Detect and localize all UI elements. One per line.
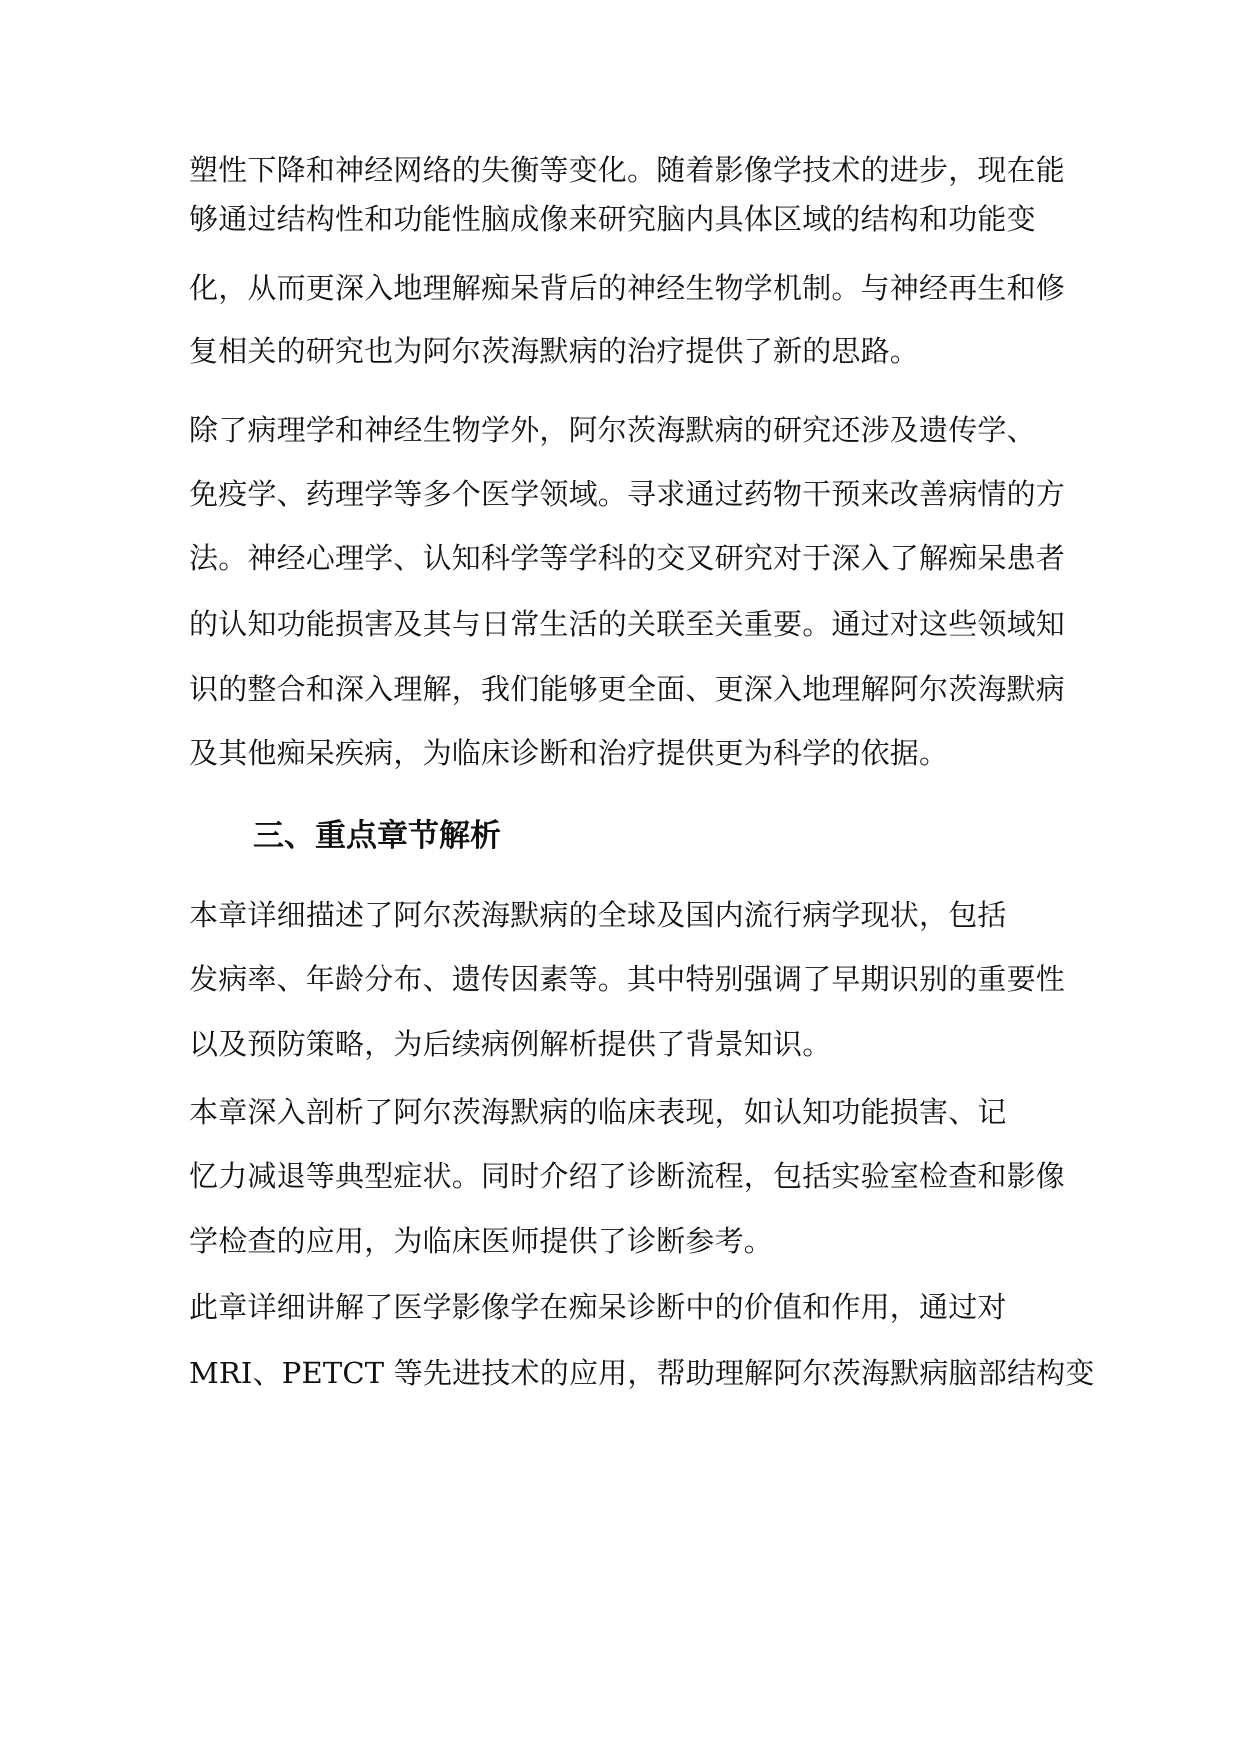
paragraph-line: 发病率、年龄分布、遗传因素等。其中特别强调了早期识别的重要性 <box>189 962 1066 996</box>
paragraph-line: 本章详细描述了阿尔茨海默病的全球及国内流行病学现状，包括 <box>189 898 1007 932</box>
paragraph-line: 塑性下降和神经网络的失衡等变化。随着影像学技术的进步，现在能 <box>189 153 1066 187</box>
paragraph-line: 学检查的应用，为临床医师提供了诊断参考。 <box>189 1224 774 1258</box>
paragraph-line: 以及预防策略，为后续病例解析提供了背景知识。 <box>189 1027 832 1061</box>
paragraph-line: 复相关的研究也为阿尔茨海默病的治疗提供了新的思路。 <box>189 334 920 368</box>
paragraph-line: 此章详细讲解了医学影像学在痴呆诊断中的价值和作用，通过对 <box>189 1290 1007 1324</box>
paragraph-line: 忆力减退等典型症状。同时介绍了诊断流程，包括实验室检查和影像 <box>189 1159 1066 1193</box>
paragraph-line: 除了病理学和神经生物学外，阿尔茨海默病的研究还涉及遗传学、 <box>189 413 1036 447</box>
paragraph-line: 识的整合和深入理解，我们能够更全面、更深入地理解阿尔茨海默病 <box>189 672 1066 706</box>
paragraph-line: 免疫学、药理学等多个医学领域。寻求通过药物干预来改善病情的方 <box>189 477 1066 511</box>
paragraph-line: 法。神经心理学、认知科学等学科的交叉研究对于深入了解痴呆患者 <box>189 541 1066 575</box>
section-heading: 三、重点章节解析 <box>253 818 501 854</box>
paragraph-line: 及其他痴呆疾病，为临床诊断和治疗提供更为科学的依据。 <box>189 736 949 770</box>
paragraph-line: MRI、PETCT 等先进技术的应用，帮助理解阿尔茨海默病脑部结构变 <box>189 1356 1095 1390</box>
paragraph-line: 的认知功能损害及其与日常生活的关联至关重要。通过对这些领域知 <box>189 607 1066 641</box>
paragraph-line: 本章深入剖析了阿尔茨海默病的临床表现，如认知功能损害、记 <box>189 1095 1007 1129</box>
paragraph-line: 够通过结构性和功能性脑成像来研究脑内具体区域的结构和功能变 <box>189 202 1036 236</box>
paragraph-line: 化，从而更深入地理解痴呆背后的神经生物学机制。与神经再生和修 <box>189 271 1066 305</box>
